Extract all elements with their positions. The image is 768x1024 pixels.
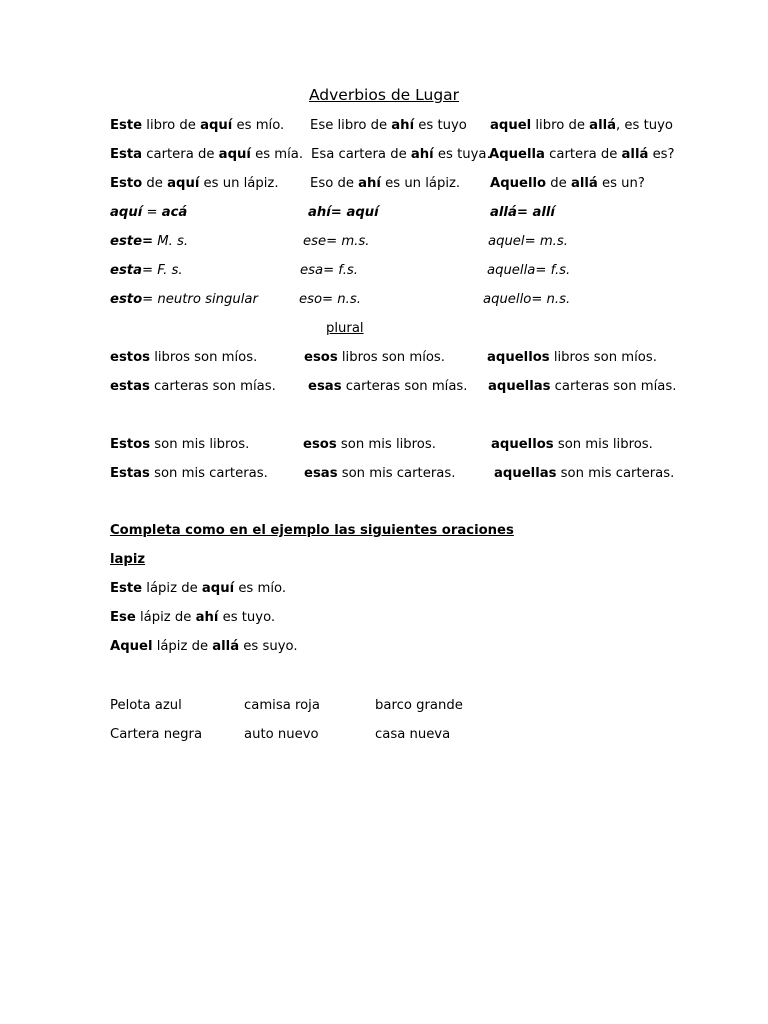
equivalence-cell: ahí= aquí [308, 205, 379, 220]
exercise-heading-row [0, 523, 768, 543]
word-item: casa nueva [375, 727, 451, 742]
example-sentence: Este lápiz de aquí es mío. [110, 581, 287, 596]
gender-cell: aquello= n.s. [483, 292, 571, 307]
gender-cell: esto= neutro singular [110, 292, 258, 307]
plural-cell: esas son mis carteras. [304, 466, 456, 481]
sentence-row [0, 176, 768, 196]
plural-cell: Estos son mis libros. [110, 437, 250, 452]
sentence-cell: Aquello de allá es un? [490, 176, 645, 191]
example-sentence: Aquel lápiz de allá es suyo. [110, 639, 298, 654]
word-item: auto nuevo [244, 727, 319, 742]
gender-cell: ese= m.s. [303, 234, 370, 249]
plural-cell: esos son mis libros. [303, 437, 436, 452]
equivalence-row [0, 205, 768, 225]
sentence-cell: Aquella cartera de allá es? [489, 147, 675, 162]
sentence-row [0, 118, 768, 138]
plural-row [0, 437, 768, 457]
word-row [0, 698, 768, 718]
example-row [0, 639, 768, 659]
word-row [0, 727, 768, 747]
sentence-cell: Esto de aquí es un lápiz. [110, 176, 279, 191]
plural-cell: esas carteras son mías. [308, 379, 468, 394]
word-item: Cartera negra [110, 727, 203, 742]
gender-cell: aquel= m.s. [488, 234, 568, 249]
plural-cell: aquellos libros son míos. [487, 350, 657, 365]
plural-cell: estas carteras son mías. [110, 379, 276, 394]
word-item: Pelota azul [110, 698, 182, 713]
plural-row [0, 466, 768, 486]
page-title: Adverbios de Lugar [308, 86, 460, 104]
sentence-cell: Este libro de aquí es mío. [110, 118, 285, 133]
gender-cell: aquella= f.s. [487, 263, 571, 278]
sentence-cell: Esa cartera de ahí es tuya. [311, 147, 491, 162]
plural-cell: Estas son mis carteras. [110, 466, 268, 481]
sentence-cell: Ese libro de ahí es tuyo [310, 118, 467, 133]
plural-cell: esos libros son míos. [304, 350, 445, 365]
plural-cell: aquellas son mis carteras. [494, 466, 675, 481]
gender-row [0, 263, 768, 283]
plural-row [0, 350, 768, 370]
plural-heading-row [0, 321, 768, 341]
example-word-row [0, 552, 768, 572]
plural-cell: aquellas carteras son mías. [488, 379, 677, 394]
sentence-row [0, 147, 768, 167]
equivalence-cell: allá= allí [490, 205, 555, 220]
gender-row [0, 234, 768, 254]
plural-cell: aquellos son mis libros. [491, 437, 653, 452]
plural-row [0, 379, 768, 399]
example-row [0, 581, 768, 601]
example-sentence: Ese lápiz de ahí es tuyo. [110, 610, 276, 625]
gender-cell: esa= f.s. [300, 263, 358, 278]
sentence-cell: Eso de ahí es un lápiz. [310, 176, 461, 191]
word-item: camisa roja [244, 698, 320, 713]
word-item: barco grande [375, 698, 463, 713]
example-row [0, 610, 768, 630]
gender-cell: eso= n.s. [299, 292, 361, 307]
gender-cell: este= M. s. [110, 234, 189, 249]
sentence-cell: aquel libro de allá, es tuyo [490, 118, 673, 133]
sentence-cell: Esta cartera de aquí es mía. [110, 147, 304, 162]
exercise-heading: Completa como en el ejemplo las siguientes oraciones [110, 523, 514, 538]
example-word: lapiz [110, 552, 146, 567]
plural-cell: estos libros son míos. [110, 350, 258, 365]
plural-heading: plural [326, 321, 364, 336]
equivalence-cell: aquí = acá [110, 205, 188, 220]
gender-cell: esta= F. s. [110, 263, 183, 278]
gender-row [0, 292, 768, 312]
